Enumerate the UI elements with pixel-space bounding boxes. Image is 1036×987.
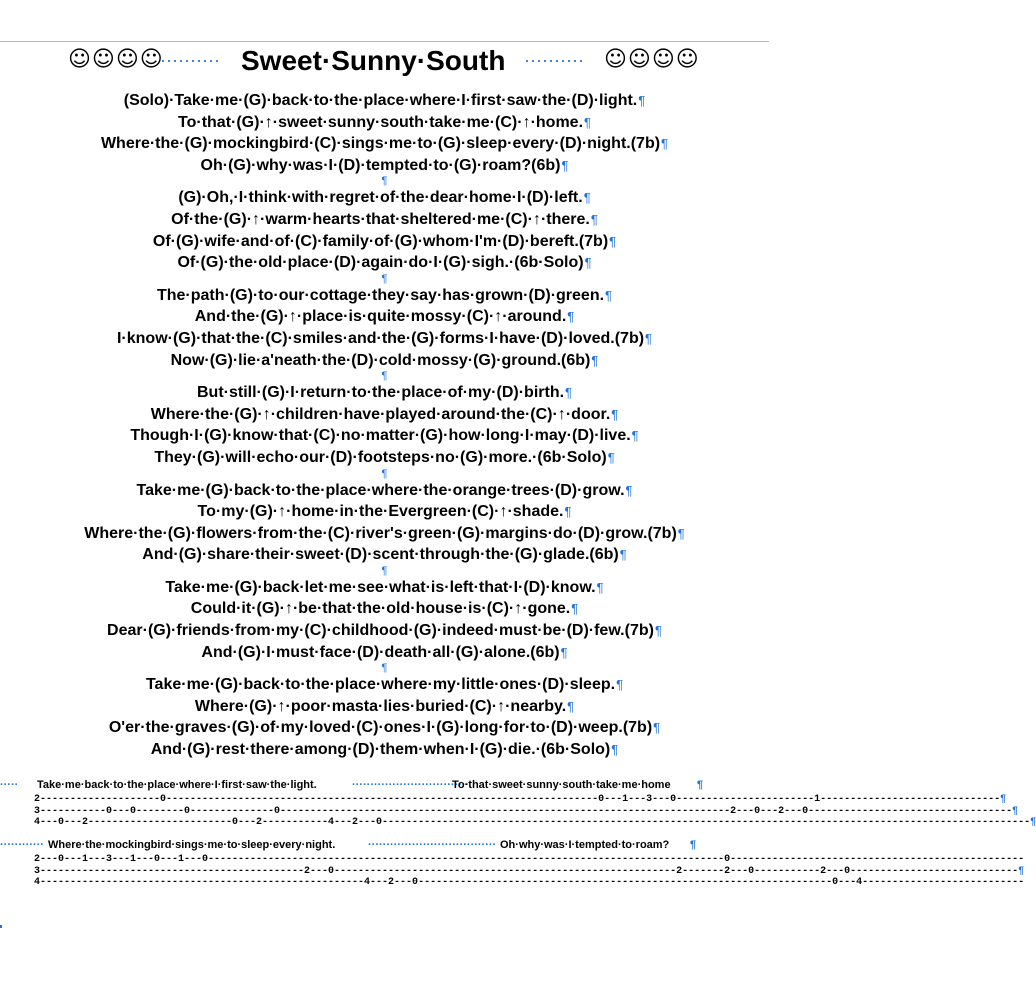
lyric-text: Now·(G)·lie·a'neath·the·(D)·cold·mossy·(G)·ground.(6b) <box>170 351 591 369</box>
blank-paragraph: ¶ <box>381 370 388 383</box>
lyric-text: The·path·(G)·to·our·cottage·they·say·has·grown·(D)·green. <box>156 286 605 304</box>
lyric-line <box>0 231 769 253</box>
pilcrow: ¶ <box>697 779 704 791</box>
pilcrow: ¶ <box>677 525 685 541</box>
lyric-text: Of·the·(G)·↑·warm·hearts·that·sheltered·me·(C)·↑·there. <box>171 210 590 228</box>
lyric-line <box>0 112 769 134</box>
pilcrow: ¶ <box>638 93 646 108</box>
tab-lead-dots-2: ············ <box>0 839 44 851</box>
tab-row: 3-----------0---0--------0--------------0---------------------------------------------------------------------------2---0---2---0----------------------------------¶ <box>34 805 1019 817</box>
pilcrow: ¶ <box>605 287 613 303</box>
blank-paragraph: ¶ <box>381 272 388 285</box>
tab-block-1[interactable] <box>0 779 1036 829</box>
tab-1-lyric-right: To·that·sweet·sunny·south·take·me·home <box>452 779 671 791</box>
pilcrow: ¶ <box>584 114 591 130</box>
lyric-text: And·(G)·share·their·sweet·(D)·scent·through·the·(G)·glade.(6b) <box>142 546 619 564</box>
lyric-text: (G)·Oh,·I·think·with·regret·of·the·dear·home·I·(D)·left. <box>178 189 583 207</box>
lyric-line <box>0 717 769 739</box>
title-dots-left: ·········· <box>160 50 220 70</box>
pilcrow: ¶ <box>619 547 627 563</box>
lyric-line <box>0 155 769 177</box>
tab-2-lyric-right: Oh·why·was·I·tempted·to·roam? <box>500 839 670 851</box>
title-dots-right: ·········· <box>524 50 584 70</box>
blank-paragraph: ¶ <box>381 175 388 188</box>
tab-row: 3--------------------------------------------2---0---------------------------------------------------------2-------2---0-----------2---0----------------------------¶ <box>34 865 1025 877</box>
lyric-line <box>0 252 769 274</box>
tab-row: 4------------------------------------------------------4---2---0---------------------------------------------------------------------0---4--------------------------- <box>34 877 1025 888</box>
pilcrow: ¶ <box>584 255 592 271</box>
lyric-text: And·(G)·rest·there·among·(D)·them·when·I·(G)·die.·(6b·Solo) <box>150 741 611 759</box>
lyric-line <box>0 447 769 469</box>
lyric-line <box>0 544 769 566</box>
blank-paragraph: ¶ <box>381 662 388 675</box>
lyric-line <box>0 382 769 404</box>
lyric-text: Where·the·(G)·flowers·from·the·(C)·river's·green·(G)·margins·do·(D)·grow.(7b) <box>84 524 677 542</box>
pilcrow: ¶ <box>625 482 633 498</box>
lyric-text: Take·me·(G)·back·let·me·see·what·is·left·that·I·(D)·know. <box>165 578 596 596</box>
blank-paragraph: ¶ <box>381 467 388 480</box>
tab-2-lyric-left: Where·the·mockingbird·sings·me·to·sleep·every·night. <box>48 839 336 851</box>
blank-paragraph: ¶ <box>381 564 388 577</box>
pilcrow: ¶ <box>561 157 569 173</box>
lyric-line <box>0 90 769 112</box>
pilcrow: ¶ <box>609 233 617 249</box>
tab-2-dots: ··································· <box>368 839 497 851</box>
lyric-text: Of·(G)·wife·and·of·(C)·family·of·(G)·whom·I'm·(D)·bereft.(7b) <box>152 232 609 250</box>
tab-row: 4---0---2------------------------0---2-----------4---2---0------------------------------------------------------------------------------------------------------------¶ <box>34 817 1036 828</box>
song-lyrics[interactable] <box>0 90 769 761</box>
tab-1-lyric-left: Take·me·back·to·the·place·where·I·first·saw·the·light. <box>37 779 317 791</box>
pilcrow: ¶ <box>571 601 579 617</box>
lyric-text: (Solo)·Take·me·(G)·back·to·the·place·where·I·first·saw·the·(D)·light. <box>123 92 638 109</box>
tab-row: 2---0---1---3---1---0---1---0--------------------------------------------------------------------------------------0------------------------------------------------- <box>34 854 1025 865</box>
lyric-line <box>0 577 769 599</box>
lyric-text: Of·(G)·the·old·place·(D)·again·do·I·(G)·sigh.·(6b·Solo) <box>177 254 584 272</box>
pilcrow: ¶ <box>616 677 624 693</box>
lyric-line <box>0 425 769 447</box>
lyric-text: Take·me·(G)·back·to·the·place·where·the·orange·trees·(D)·grow. <box>136 481 625 499</box>
pilcrow: ¶ <box>567 309 575 325</box>
lyric-line <box>0 285 769 307</box>
pilcrow: ¶ <box>611 742 619 758</box>
lyric-line <box>0 739 769 761</box>
pilcrow: ¶ <box>560 644 568 660</box>
lyric-text: Take·me·(G)·back·to·the·place·where·my·little·ones·(D)·sleep. <box>145 676 616 694</box>
lyric-text: Where·(G)·↑·poor·masta·lies·buried·(C)·↑·nearby. <box>194 697 567 715</box>
lyric-line <box>0 501 769 523</box>
tab-row: 2--------------------0------------------------------------------------------------------------0---1---3---0-----------------------1------------------------------¶ <box>34 794 1007 805</box>
lyric-text: Dear·(G)·friends·from·my·(C)·childhood·(G)·indeed·must·be·(D)·few.(7b) <box>107 622 654 640</box>
pilcrow: ¶ <box>645 330 653 346</box>
pilcrow: ¶ <box>661 136 669 152</box>
pilcrow: ¶ <box>611 406 619 422</box>
lyric-line <box>0 187 769 209</box>
lyric-line <box>0 404 769 426</box>
margin-marker <box>0 925 2 928</box>
pilcrow: ¶ <box>565 385 573 401</box>
lyric-text: Where·the·(G)·mockingbird·(C)·sings·me·to·(G)·sleep·every·(D)·night.(7b) <box>100 135 661 153</box>
lyric-text: They·(G)·will·echo·our·(D)·footsteps·no·(G)·more.·(6b·Solo) <box>154 448 607 466</box>
pilcrow: ¶ <box>596 579 604 595</box>
lyric-text: I·know·(G)·that·the·(C)·smiles·and·the·(G)·forms·I·have·(D)·loved.(7b) <box>116 329 645 347</box>
pilcrow: ¶ <box>583 190 591 206</box>
tab-block-1-header <box>0 780 769 793</box>
lyric-text: Oh·(G)·why·was·I·(D)·tempted·to·(G)·roam?(6b) <box>200 156 561 174</box>
tab-lead-dots-1: ····· <box>0 779 19 791</box>
lyric-line <box>0 642 769 664</box>
title-row <box>0 44 769 78</box>
lyric-line <box>0 350 769 372</box>
pilcrow: ¶ <box>564 504 572 520</box>
pilcrow: ¶ <box>653 720 661 736</box>
lyric-line <box>0 523 769 545</box>
lyric-text: And·(G)·I·must·face·(D)·death·all·(G)·alone.(6b) <box>201 643 560 661</box>
pilcrow: ¶ <box>654 623 662 639</box>
pilcrow: ¶ <box>590 211 598 227</box>
pilcrow: ¶ <box>567 698 575 714</box>
lyric-text: Could·it·(G)·↑·be·that·the·old·house·is·(C)·↑·gone. <box>190 600 571 618</box>
lyric-text: Where·the·(G)·↑·children·have·played·around·the·(C)·↑·door. <box>150 405 611 423</box>
lyric-line <box>0 328 769 350</box>
pilcrow: ¶ <box>631 428 639 444</box>
lyric-line <box>0 480 769 502</box>
lyric-text: Though·I·(G)·know·that·(C)·no·matter·(G)·how·long·I·may·(D)·live. <box>130 427 631 445</box>
lyric-text: To·that·(G)·↑·sweet·sunny·south·take·me·(C)·↑·home. <box>178 113 584 131</box>
pilcrow: ¶ <box>690 839 697 851</box>
tab-block-2[interactable] <box>0 839 1025 889</box>
lyric-text: And·the·(G)·↑·place·is·quite·mossy·(C)·↑·around. <box>194 308 567 326</box>
lyric-line <box>0 598 769 620</box>
lyric-line <box>0 696 769 718</box>
lyric-text: To·my·(G)·↑·home·in·the·Evergreen·(C)·↑·shade. <box>197 503 564 521</box>
smiley-icons-right: ☺☺☺☺ <box>604 47 700 72</box>
lyric-text: But·still·(G)·I·return·to·the·place·of·my·(D)·birth. <box>196 384 565 402</box>
lyric-line <box>0 620 769 642</box>
lyric-text: O'er·the·graves·(G)·of·my·loved·(C)·ones·I·(G)·long·for·to·(D)·weep.(7b) <box>108 719 653 737</box>
top-border-line <box>0 41 769 42</box>
smiley-icons-left: ☺☺☺☺ <box>68 47 164 72</box>
lyric-line <box>0 133 769 155</box>
lyric-line <box>0 209 769 231</box>
pilcrow: ¶ <box>591 352 599 368</box>
tab-block-2-header <box>0 840 769 853</box>
page-title[interactable]: Sweet·Sunny·South <box>241 45 506 76</box>
pilcrow: ¶ <box>607 449 615 465</box>
tab-1-dots: ································ <box>352 779 470 791</box>
lyric-line <box>0 674 769 696</box>
lyric-line <box>0 306 769 328</box>
